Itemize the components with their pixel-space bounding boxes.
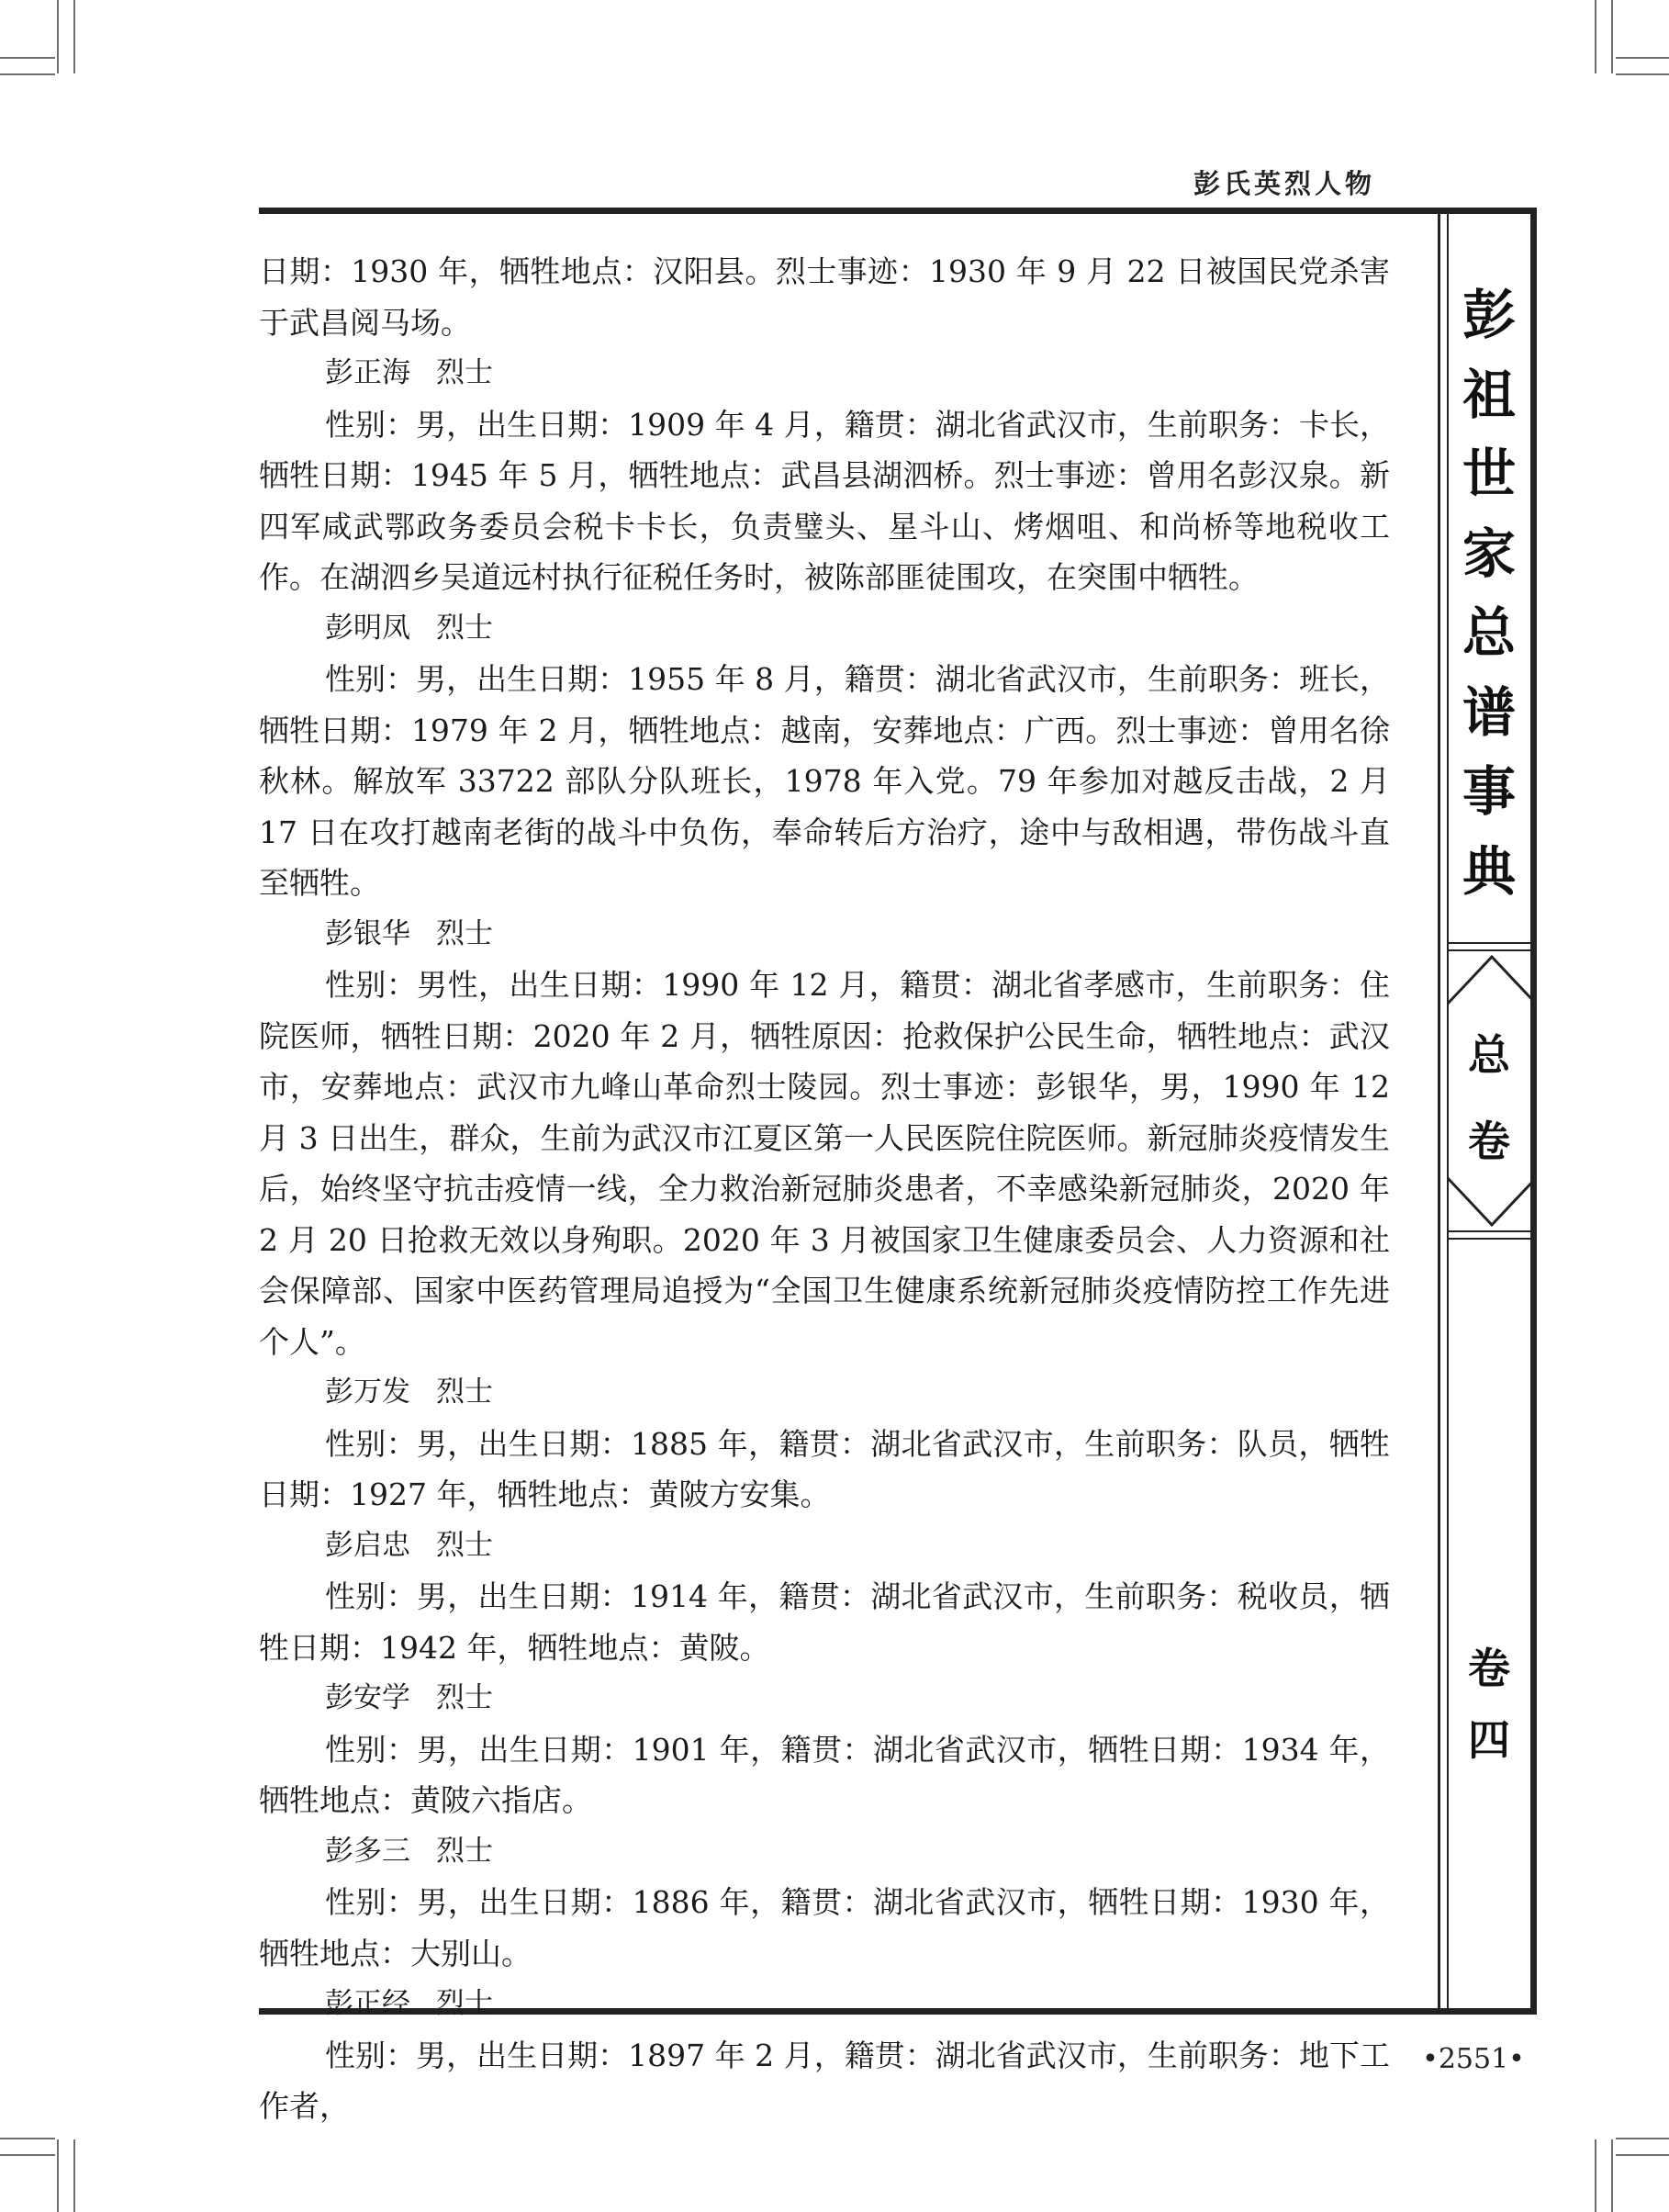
crop-mark [1616, 2154, 1669, 2156]
book-title-vertical [1452, 275, 1526, 911]
entry-honor: 烈士 [436, 1987, 493, 2020]
entry-text: 性别：男，出生日期：1909 年 4 月，籍贯：湖北省武汉市，生前职务：卡长，牺牲日期：1945 年 5 月，牺牲地点：武昌县湖泗桥。烈士事迹：曾用名彭汉泉。新四军咸武鄂政务委员会税卡卡长，负责璧头、星斗山、烤烟咀、和尚桥等地税收工作。在湖泗乡吴道远村执行征税任务时，被陈部匪徒围攻，在突围中牺牲。 [259, 406, 1390, 595]
entry-heading [259, 603, 1390, 655]
entry-heading [259, 1979, 1390, 2030]
crop-mark [0, 73, 55, 75]
entry-honor: 烈士 [436, 1375, 493, 1409]
entry-text: 性别：男，出生日期：1885 年，籍贯：湖北省武汉市，生前职务：队员，牺牲日期：1927 年，牺牲地点：黄陂方安集。 [259, 1425, 1390, 1512]
page-number: •2551• [1422, 2043, 1525, 2075]
entry-name: 彭正经 [325, 1987, 410, 2020]
entry-text: 性别：男，出生日期：1955 年 8 月，籍贯：湖北省武汉市，生前职务：班长，牺牲日期：1979 年 2 月，牺牲地点：越南，安葬地点：广西。烈士事迹：曾用名徐秋林。解放军 33722 部队分队班长，1978 年入党。79 年参加对越反击战，2 月 17 日在攻打越南老街的战斗中负伤，奉命转后方治疗，途中与敌相遇，带伤战斗直至牺牲。 [259, 661, 1390, 901]
entry-heading [259, 348, 1390, 399]
crop-mark [1611, 2139, 1613, 2212]
entry-heading [259, 1673, 1390, 1724]
continuation-paragraph: 日期：1930 年，牺牲地点：汉阳县。烈士事迹：1930 年 9 月 22 日被国民党杀害于武昌阅马场。 [259, 253, 1390, 341]
entry-text: 性别：男，出生日期：1897 年 2 月，籍贯：湖北省武汉市，生前职务：地下工作者， [259, 2037, 1390, 2124]
book-title-char: 彭 [1462, 284, 1516, 346]
entry-honor: 烈士 [436, 611, 493, 645]
entry-name: 彭多三 [325, 1834, 410, 1868]
entry-text: 性别：男，出生日期：1914 年，籍贯：湖北省武汉市，生前职务：税收员，牺牲日期：1942 年，牺牲地点：黄陂。 [259, 1578, 1390, 1666]
book-title-char: 典 [1462, 839, 1516, 903]
main-text [259, 246, 1390, 2132]
entry-name: 彭正海 [325, 356, 410, 389]
crop-mark [0, 2138, 55, 2139]
volume-char: 卷 [1468, 1117, 1510, 1166]
entry-heading [259, 1367, 1390, 1419]
crop-mark [0, 57, 55, 59]
entry-honor: 烈士 [436, 1681, 493, 1714]
book-title-char: 谱 [1462, 680, 1516, 744]
entry-heading [259, 1826, 1390, 1878]
entry-name: 彭万发 [325, 1375, 410, 1409]
crop-mark [1595, 2139, 1596, 2212]
entry-heading [259, 1521, 1390, 1572]
top-rule [259, 208, 1537, 214]
crop-mark [1616, 2138, 1669, 2139]
side-band-line [1447, 1238, 1537, 1240]
book-number-char: 卷 [1468, 1644, 1510, 1693]
entry-text: 性别：男性，出生日期：1990 年 12 月，籍贯：湖北省孝感市，生前职务：住院医师，牺牲日期：2020 年 2 月，牺牲原因：抢救保护公民生命，牺牲地点：武汉市，安葬地点：武汉市九峰山革命烈士陵园。烈士事迹：彭银华，男，1990 年 12 月 3 日出生，群众，生前为武汉市江夏区第一人民医院住院医师。新冠肺炎疫情发生后，始终坚守抗击疫情一线，全力救治新冠肺炎患者，不幸感染新冠肺炎，2020 年 2 月 20 日抢救无效以身殉职。2020 年 3 月被国家卫生健康委员会、人力资源和社会保障部、国家中医药管理局追授为“全国卫生健康系统新冠肺炎疫情防控工作先进个人”。 [259, 967, 1390, 1360]
book-title-char: 家 [1462, 522, 1516, 585]
book-title-char: 世 [1462, 443, 1516, 505]
entry-honor: 烈士 [436, 1528, 493, 1562]
entry-name: 彭明凤 [325, 611, 410, 645]
volume-label-vertical [1452, 1012, 1526, 1185]
book-title-char: 祖 [1462, 363, 1516, 426]
crop-mark [73, 0, 75, 73]
book-title-char: 总 [1462, 601, 1516, 664]
side-band-line [1447, 1230, 1537, 1232]
crop-mark [1616, 73, 1669, 75]
entry-text: 性别：男，出生日期：1886 年，籍贯：湖北省武汉市，牺牲日期：1930 年，牺牲地点：大别山。 [259, 1884, 1390, 1971]
book-number-char: 四 [1468, 1715, 1510, 1765]
volume-char: 总 [1468, 1030, 1510, 1080]
crop-mark [1611, 0, 1613, 73]
entry-name: 彭安学 [325, 1681, 410, 1714]
entry-text: 性别：男，出生日期：1901 年，籍贯：湖北省武汉市，牺牲日期：1934 年，牺牲地点：黄陂六指店。 [259, 1731, 1390, 1818]
side-band-line [1447, 942, 1537, 944]
entry-honor: 烈士 [436, 916, 493, 950]
entry-name: 彭启忠 [325, 1528, 410, 1562]
crop-mark [1616, 57, 1669, 59]
crop-mark [57, 0, 59, 73]
crop-mark [73, 2139, 75, 2212]
book-number-vertical [1452, 1633, 1526, 1776]
entry-honor: 烈士 [436, 356, 493, 389]
entry-honor: 烈士 [436, 1834, 493, 1868]
entry-heading [259, 909, 1390, 960]
crop-mark [1595, 0, 1596, 73]
book-title-char: 事 [1462, 760, 1516, 823]
running-header: 彭氏英烈人物 [1193, 168, 1376, 199]
entry-name: 彭银华 [325, 916, 410, 950]
crop-mark [57, 2139, 59, 2212]
crop-mark [0, 2154, 55, 2156]
